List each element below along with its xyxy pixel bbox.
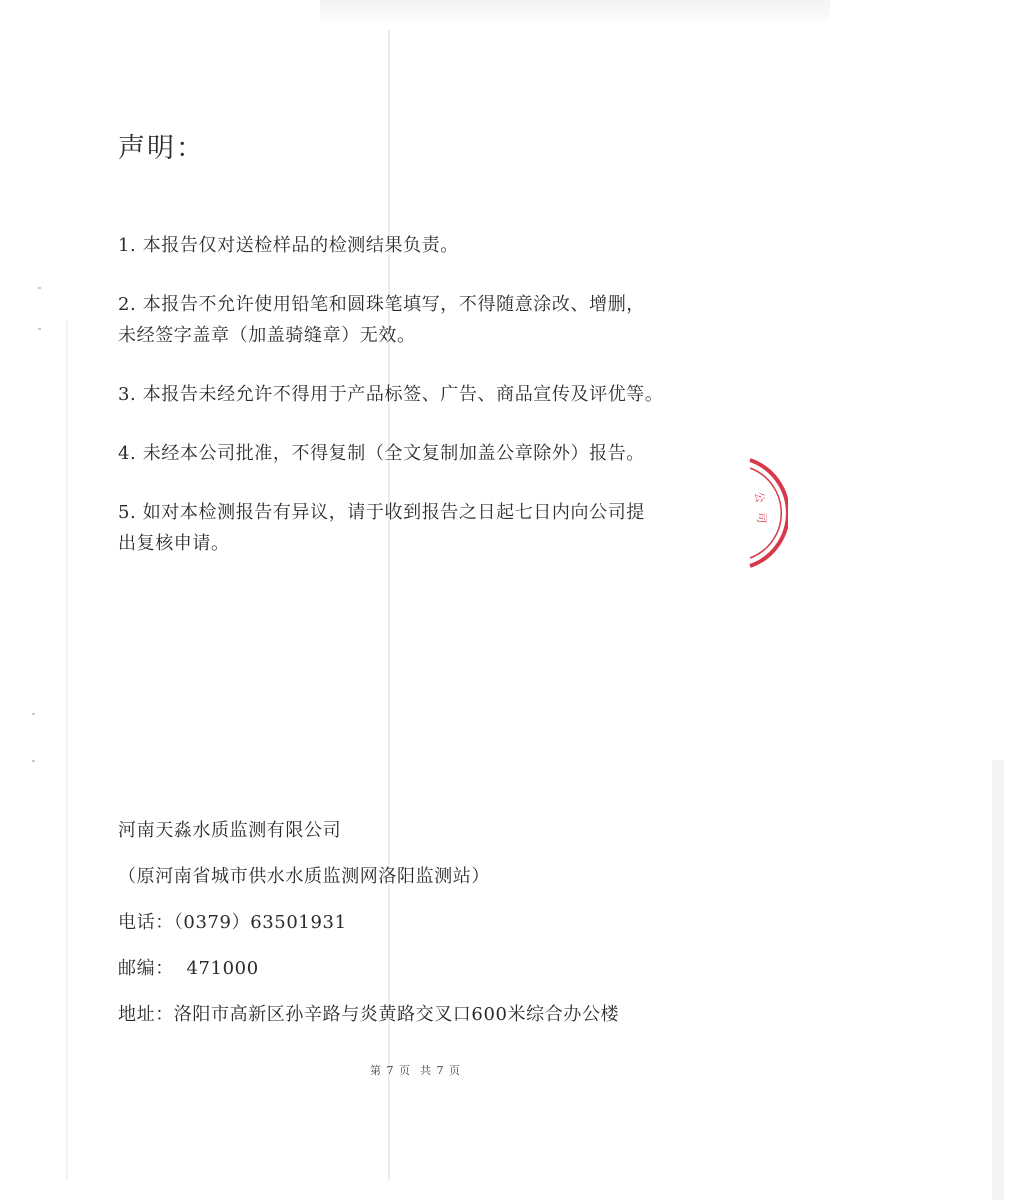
page-number-footer: 第 7 页 共 7 页 xyxy=(370,1064,461,1077)
company-phone: 电话：（0379）63501931 xyxy=(118,912,347,933)
svg-text:司: 司 xyxy=(754,511,769,524)
clause-2: 2. 本报告不允许使用铅笔和圆珠笔填写，不得随意涂改、增删， 未经签字盖章（加盖骑缝章）无效。 xyxy=(118,294,645,346)
scan-speck xyxy=(38,287,41,289)
scan-left-shade xyxy=(66,320,68,1180)
clause-5: 5. 如对本检测报告有异议，请于收到报告之日起七日内向公司提 出复核申请。 xyxy=(118,502,645,554)
scan-speck xyxy=(32,713,35,715)
clause-1: 1. 本报告仅对送检样品的检测结果负责。 xyxy=(118,235,459,256)
official-seal-stamp xyxy=(748,458,788,568)
declaration-clauses xyxy=(118,230,758,587)
svg-text:公: 公 xyxy=(752,490,767,504)
company-former-name: （原河南省城市供水水质监测网洛阳监测站） xyxy=(118,866,490,887)
clause-4: 4. 未经本公司批准，不得复制（全文复制加盖公章除外）报告。 xyxy=(118,443,645,464)
company-postcode: 邮编： 471000 xyxy=(118,958,259,979)
scan-edge-strip xyxy=(320,0,830,20)
company-address: 地址：洛阳市高新区孙辛路与炎黄路交叉口600米综合办公楼 xyxy=(118,1004,620,1025)
scan-right-shade xyxy=(992,760,1004,1200)
company-name: 河南天淼水质监测有限公司 xyxy=(118,820,342,841)
company-contact-block xyxy=(118,808,619,1038)
scan-speck xyxy=(32,760,35,762)
declaration-title: 声明： xyxy=(118,133,205,164)
scan-speck xyxy=(38,328,41,330)
clause-3: 3. 本报告未经允许不得用于产品标签、广告、商品宣传及评优等。 xyxy=(118,384,664,405)
